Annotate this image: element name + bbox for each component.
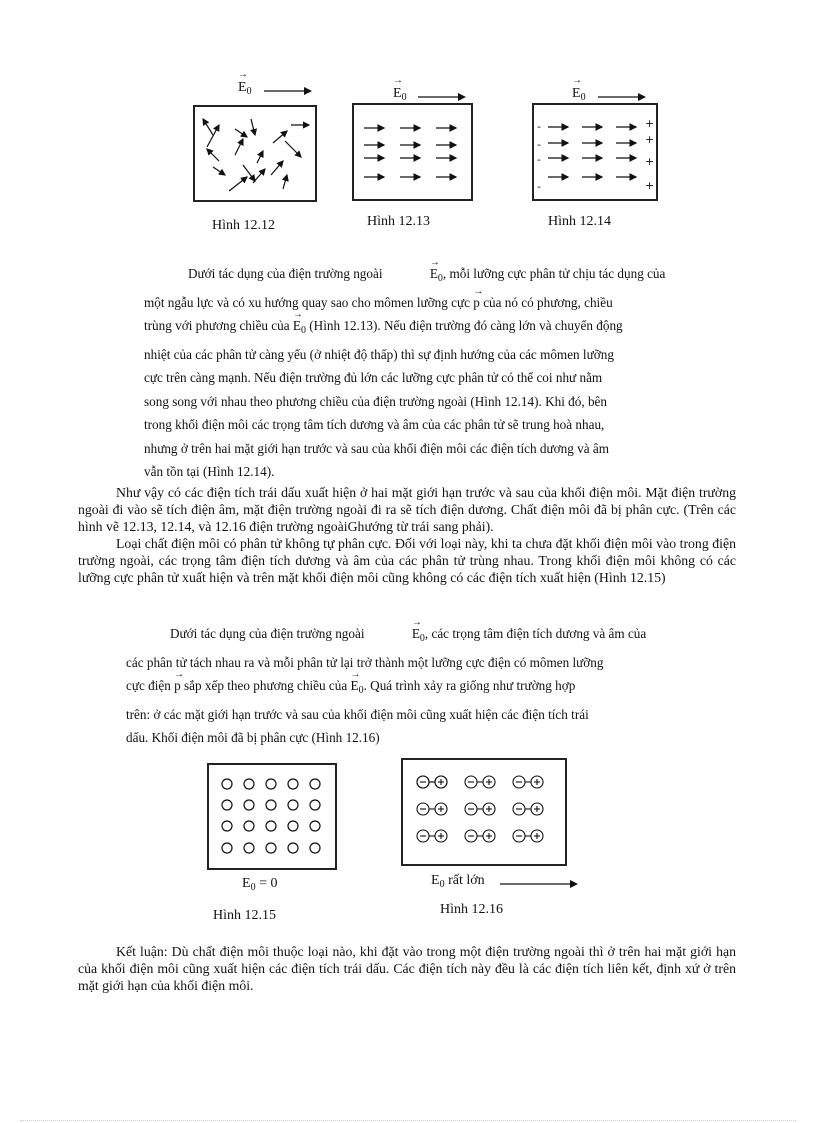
paragraph-1-line-8: nhưng ở trên hai mặt giới hạn trước và sau của khối điện môi các điện tích dương và âm <box>144 440 609 456</box>
paragraph-1-line-9: vẫn tồn tại (Hình 12.14). <box>144 464 275 479</box>
e0-zero-label: $E_0 = 0$ <box>242 876 278 893</box>
paragraph-1-line-1: Dưới tác dụng của điện trường ngoài → $E_0$, mỗi lưỡng cực phân tử chịu tác dụng của <box>144 262 744 291</box>
svg-text:+: + <box>645 155 655 168</box>
field-arrow-icon <box>262 86 312 96</box>
field-arrow-icon <box>596 92 646 102</box>
paragraph-polarization: Như vậy có các điện tích trái dấu xuất hiện ở hai mặt giới hạn trước và sau của khối điện môi. Mặt điện trường ngoài đi vào sẽ tích điện âm, mặt điện trường ngoài đi ra sẽ tích điện dương. Chất điện môi đã bị phân cực. (Trên các hình vẽ 12.13, 12.14, và 12.16 điện trường ngoàiGhướng từ trái sang phải). <box>78 485 736 534</box>
random-dipole-arrows <box>193 105 317 202</box>
paragraph-2 <box>126 622 746 750</box>
paragraph-2-line-2: các phân tử tách nhau ra và mỗi phân tử lại trở thành một lưỡng cực điện có mômen lưỡng <box>126 654 604 670</box>
svg-text:+: + <box>645 133 655 146</box>
paragraph-1-line-6: song song với nhau theo phương chiều của điện trường ngoài (Hình 12.14). Khi đó, bên <box>144 393 608 409</box>
svg-text:-: - <box>537 120 541 133</box>
random-dipoles-box <box>193 105 317 202</box>
e0-large-label: $E_0$ rất lớn <box>431 873 485 890</box>
svg-text:-: - <box>537 153 541 166</box>
paragraph-1-line-5: cực trên càng mạnh. Nếu điện trường đủ lớn các lưỡng cực phân tử có thể coi như nằm <box>144 370 603 385</box>
paragraph-1-line-3: trùng với phương chiều của → $E_0$ (Hình 12.13). Nếu điện trường đó càng lớn và chuyển động <box>144 314 744 343</box>
text-block-1 <box>78 484 736 586</box>
e0-label: → $E_0$ <box>238 80 252 97</box>
paragraph-nonpolar: Loại chất điện môi có phân tử không tự phân cực. Đối với loại này, khi ta chưa đặt khối điện môi vào trong điện trường ngoài, các trọng tâm điện tích dương và âm của các phân tử trùng nhau. Trong khối điện môi không có các lưỡng cực phân tử xuất hiện và trên mặt khối điện môi cũng không có các điện tích xuất hiện (Hình 12.15) <box>78 536 736 585</box>
aligned-dipoles-box <box>352 103 473 201</box>
svg-text:-: - <box>537 138 541 151</box>
paragraph-2-line-1: Dưới tác dụng của điện trường ngoài → $E_0$, các trọng tâm điện tích dương và âm của <box>126 622 746 651</box>
caption-12-12: Hình 12.12 <box>212 218 275 233</box>
e0-label: → $E_0$ <box>393 86 407 103</box>
svg-text:+: + <box>645 117 655 130</box>
caption-12-14: Hình 12.14 <box>548 214 611 229</box>
field-arrow-icon <box>498 879 578 889</box>
polarized-dielectric-box <box>532 103 658 201</box>
paragraph-2-line-3: cực điện → p sắp xếp theo phương chiều của → $E_0$. Quá trình xảy ra giống như trường hợp <box>126 674 746 703</box>
page-footer-divider <box>20 1120 796 1121</box>
svg-text:+: + <box>645 179 655 192</box>
paragraph-1-line-4: nhiệt của các phân tử càng yếu (ở nhiệt độ thấp) thì sự định hướng của các mômen lưỡng <box>144 346 614 362</box>
paragraph-2-line-4: trên: ở các mặt giới hạn trước và sau của khối điện môi cũng xuất hiện các điện tích trái <box>126 706 589 722</box>
paragraph-1 <box>144 262 744 484</box>
paragraph-2-line-5: dấu. Khối điện môi đã bị phân cực (Hình 12.16) <box>126 730 380 745</box>
conclusion-paragraph: Kết luận: Dù chất điện môi thuộc loại nào, khi đặt vào trong một điện trường ngoài thì ở trên hai mặt giới hạn của khối điện môi cũng xuất hiện các điện tích trái dấu. Các điện tích này đều là các điện tích liên kết, định xứ ở trên mặt giới hạn của khối điện môi. <box>78 944 736 993</box>
field-arrow-icon <box>416 92 466 102</box>
conclusion-block <box>78 943 736 994</box>
induced-dipole-pairs <box>401 758 567 866</box>
nonpolar-molecules-box <box>207 763 337 870</box>
paragraph-1-line-2: một ngẫu lực và có xu hướng quay sao cho mômen lưỡng cực → p của nó có phương, chiều <box>144 291 744 315</box>
caption-12-16: Hình 12.16 <box>440 902 503 917</box>
e0-label: → $E_0$ <box>572 86 586 103</box>
induced-dipoles-box <box>401 758 567 866</box>
polarized-dipole-arrows <box>532 103 658 201</box>
aligned-dipole-arrows <box>352 103 473 201</box>
caption-12-15: Hình 12.15 <box>213 908 276 923</box>
svg-text:-: - <box>537 180 541 193</box>
paragraph-1-line-7: trong khối điện môi các trọng tâm tích dương và âm của các phân tử sẽ trung hoà nhau, <box>144 417 605 432</box>
molecule-circles <box>207 763 337 870</box>
caption-12-13: Hình 12.13 <box>367 214 430 229</box>
